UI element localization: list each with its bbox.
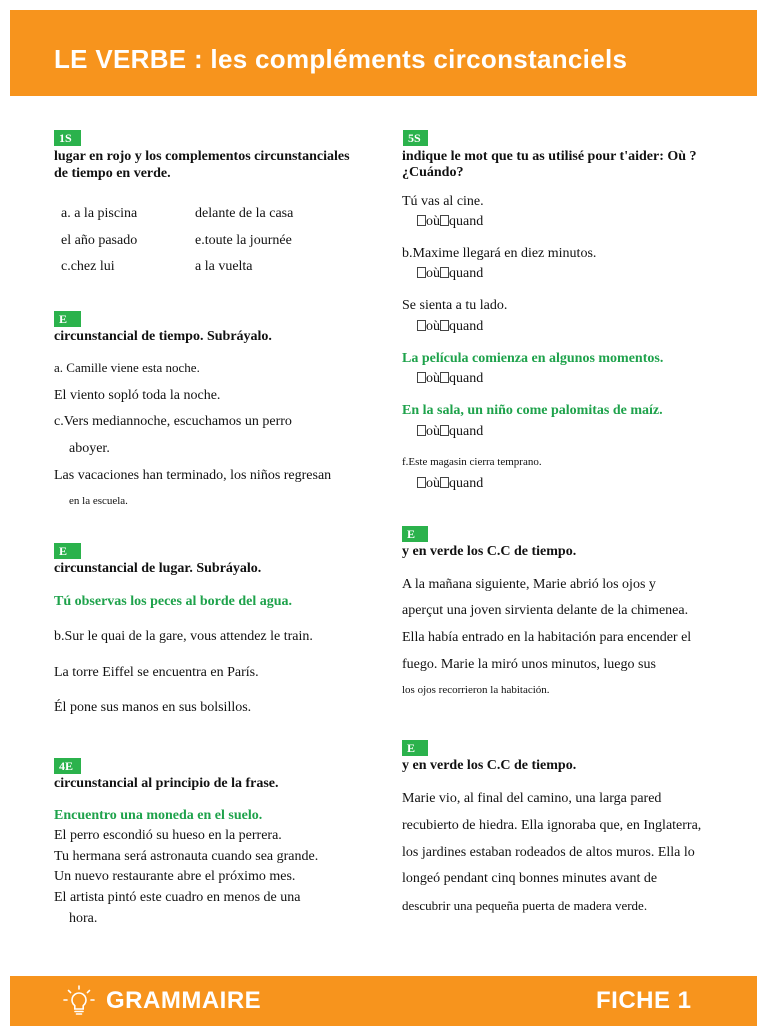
page-header [10, 10, 757, 96]
choice-when: quand [449, 371, 484, 386]
exercise-4-sentence: El perro escondió su hueso en la perrera. [54, 828, 282, 843]
exercise-4-sentence: hora. [69, 911, 98, 926]
exercise-4-badge: 4E [54, 758, 81, 774]
exercise-2-badge: E [54, 311, 81, 327]
exercise-4-sentence: El artista pintó este cuadro en menos de una [54, 890, 301, 905]
exercise-1-instruction-line2: de tiempo en verde. [54, 166, 171, 181]
exercise-2-instruction: circunstancial de tiempo. Subráyalo. [54, 329, 272, 344]
lightbulb-icon [62, 984, 96, 1018]
exercise-7-badge: E [402, 740, 428, 756]
checkbox-icon[interactable] [417, 372, 426, 383]
exercise-4-sentence: Tu hermana será astronauta cuando sea grande. [54, 849, 319, 864]
exercise-7-text-line: Marie vio, al final del camino, una larga pared [402, 791, 662, 806]
choice-where: où [426, 371, 440, 386]
exercise-2-sentence: El viento sopló toda la noche. [54, 388, 221, 403]
checkbox-icon[interactable] [440, 320, 449, 331]
exercise-2-sentence: aboyer. [69, 441, 110, 456]
exercise-5-choices [417, 424, 483, 440]
exercise-4-sentence: Encuentro una moneda en el suelo. [54, 808, 263, 823]
exercise-1-item: delante de la casa [195, 206, 294, 221]
checkbox-icon[interactable] [440, 267, 449, 278]
exercise-5-badge: 5S [403, 130, 428, 146]
exercise-6-instruction: y en verde los C.C de tiempo. [402, 544, 577, 559]
exercise-3-sentence: Tú observas los peces al borde del agua. [54, 594, 293, 609]
exercise-5-sentence: Tú vas al cine. [402, 194, 484, 209]
choice-where: où [426, 214, 440, 229]
choice-where: où [426, 476, 440, 491]
checkbox-icon[interactable] [440, 215, 449, 226]
exercise-1-item: e.toute la journée [195, 233, 292, 248]
choice-when: quand [449, 476, 484, 491]
checkbox-icon[interactable] [440, 372, 449, 383]
choice-when: quand [449, 319, 484, 334]
page-footer [10, 976, 757, 1026]
exercise-5-choices [417, 476, 483, 492]
exercise-3-sentence: La torre Eiffel se encuentra en París. [54, 665, 259, 680]
exercise-5-choices [417, 319, 483, 335]
exercise-7-text-line: recubierto de hiedra. Ella ignoraba que, en Inglaterra, [402, 818, 702, 833]
exercise-1-badge: 1S [54, 130, 81, 146]
exercise-2-sentence: c.Vers mediannoche, escuchamos un perro [54, 414, 292, 429]
choice-when: quand [449, 266, 484, 281]
exercise-1-instruction-line1: lugar en rojo y los complementos circunstanciales [54, 149, 350, 164]
choice-when: quand [449, 214, 484, 229]
exercise-5-sentence: Se sienta a tu lado. [402, 298, 508, 313]
exercise-2-sentence: a. Camille viene esta noche. [54, 360, 200, 375]
exercise-1-item: el año pasado [61, 233, 138, 248]
exercise-5-sentence: f.Este magasin cierra temprano. [402, 456, 542, 468]
page-title: LE VERBE : les compléments circonstanciels [54, 44, 628, 74]
exercise-5-choices [417, 371, 483, 387]
exercise-6-text-line: Ella había entrado en la habitación para encender el [402, 630, 692, 645]
exercise-5-sentence: En la sala, un niño come palomitas de maíz. [402, 403, 663, 418]
exercise-6-text-line: A la mañana siguiente, Marie abrió los ojos y [402, 577, 656, 592]
exercise-5-instruction-line2: ¿Cuándo? [402, 165, 464, 180]
exercise-4-sentence: Un nuevo restaurante abre el próximo mes. [54, 869, 296, 884]
exercise-2-sentence: en la escuela. [69, 495, 128, 507]
checkbox-icon[interactable] [417, 425, 426, 436]
exercise-5-sentence: b.Maxime llegará en diez minutos. [402, 246, 597, 261]
exercise-1-item: a. a la piscina [61, 206, 138, 221]
checkbox-icon[interactable] [417, 215, 426, 226]
choice-when: quand [449, 424, 484, 439]
checkbox-icon[interactable] [417, 477, 426, 488]
checkbox-icon[interactable] [417, 267, 426, 278]
checkbox-icon[interactable] [440, 425, 449, 436]
exercise-6-text-line: aperçut una joven sirvienta delante de la chimenea. [402, 603, 689, 618]
exercise-3-sentence: b.Sur le quai de la gare, vous attendez le train. [54, 629, 313, 644]
exercise-7-instruction: y en verde los C.C de tiempo. [402, 758, 577, 773]
choice-where: où [426, 319, 440, 334]
exercise-5-instruction-line1: indique le mot que tu as utilisé pour t'aider: Où ? [402, 149, 697, 164]
exercise-3-instruction: circunstancial de lugar. Subráyalo. [54, 561, 262, 576]
exercise-3-sentence: Él pone sus manos en sus bolsillos. [54, 700, 252, 715]
exercise-5-choices [417, 214, 483, 230]
exercise-7-text-line: longeó pendant cinq bonnes minutes avant de [402, 871, 658, 886]
exercise-1-item: c.chez lui [61, 259, 115, 274]
exercise-4-instruction: circunstancial al principio de la frase. [54, 776, 279, 791]
choice-where: où [426, 266, 440, 281]
exercise-3-badge: E [54, 543, 81, 559]
checkbox-icon[interactable] [417, 320, 426, 331]
exercise-7-text-line: descubrir una pequeña puerta de madera verde. [402, 898, 648, 913]
footer-sheet-number: FICHE 1 [596, 987, 692, 1014]
checkbox-icon[interactable] [440, 477, 449, 488]
choice-where: où [426, 424, 440, 439]
exercise-5-sentence: La película comienza en algunos momentos. [402, 351, 664, 366]
exercise-2-sentence: Las vacaciones han terminado, los niños regresan [54, 468, 332, 483]
exercise-6-text-line: los ojos recorrieron la habitación. [402, 684, 550, 696]
exercise-7-text-line: los jardines estaban rodeados de altos muros. Ella lo [402, 845, 695, 860]
exercise-6-badge: E [402, 526, 428, 542]
exercise-1-item: a la vuelta [195, 259, 253, 274]
exercise-5-choices [417, 266, 483, 282]
footer-category: GRAMMAIRE [106, 987, 262, 1014]
exercise-6-text-line: fuego. Marie la miró unos minutos, luego sus [402, 657, 656, 672]
